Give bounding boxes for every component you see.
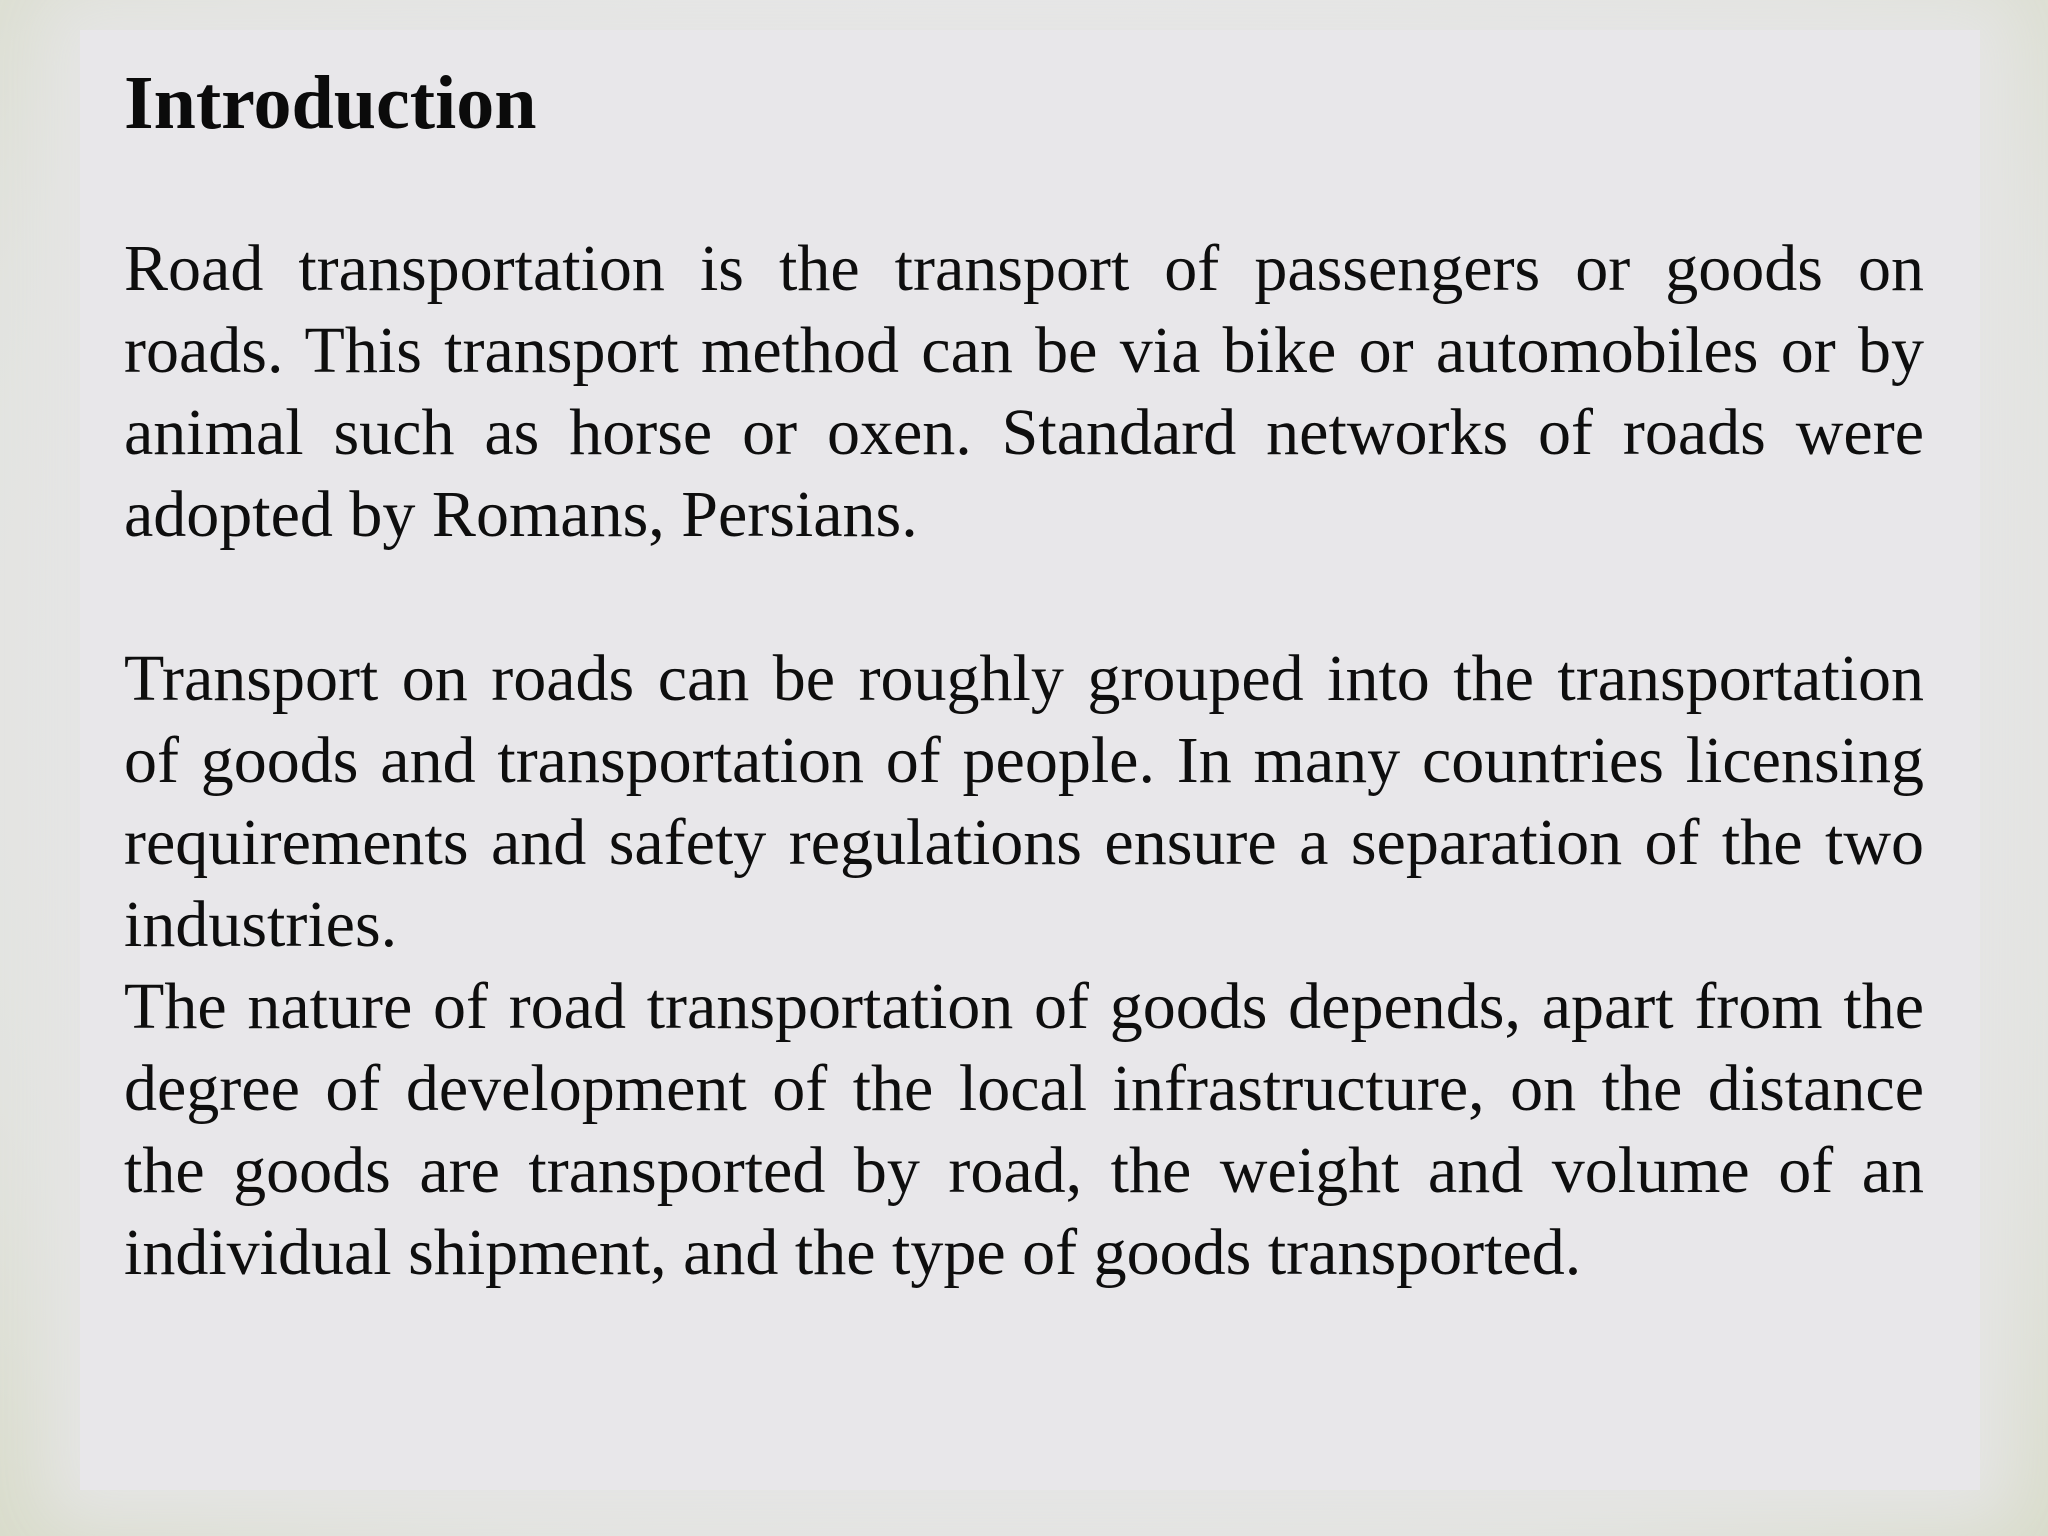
slide-body [124,228,1924,1294]
slide-title: Introduction [124,61,537,145]
paragraph-spacer [124,556,1924,638]
paragraph-transport-groups: Transport on roads can be roughly grouped into the transportation of goods and transportation of people. In many countries licensing requirements and safety regulations ensure a separation of the two industries. [124,642,1924,961]
paragraph-road-transportation: Road transportation is the transport of passengers or goods on roads. This transport method can be via bike or automobiles or by animal such as horse or oxen. Standard networks of roads were adopted by Romans, Persians. [124,232,1924,551]
paragraph-nature-of-transport: The nature of road transportation of goods depends, apart from the degree of development of the local infrastructure, on the distance the goods are transported by road, the weight and volume of an individual shipment, and the type of goods transported. [124,970,1924,1289]
